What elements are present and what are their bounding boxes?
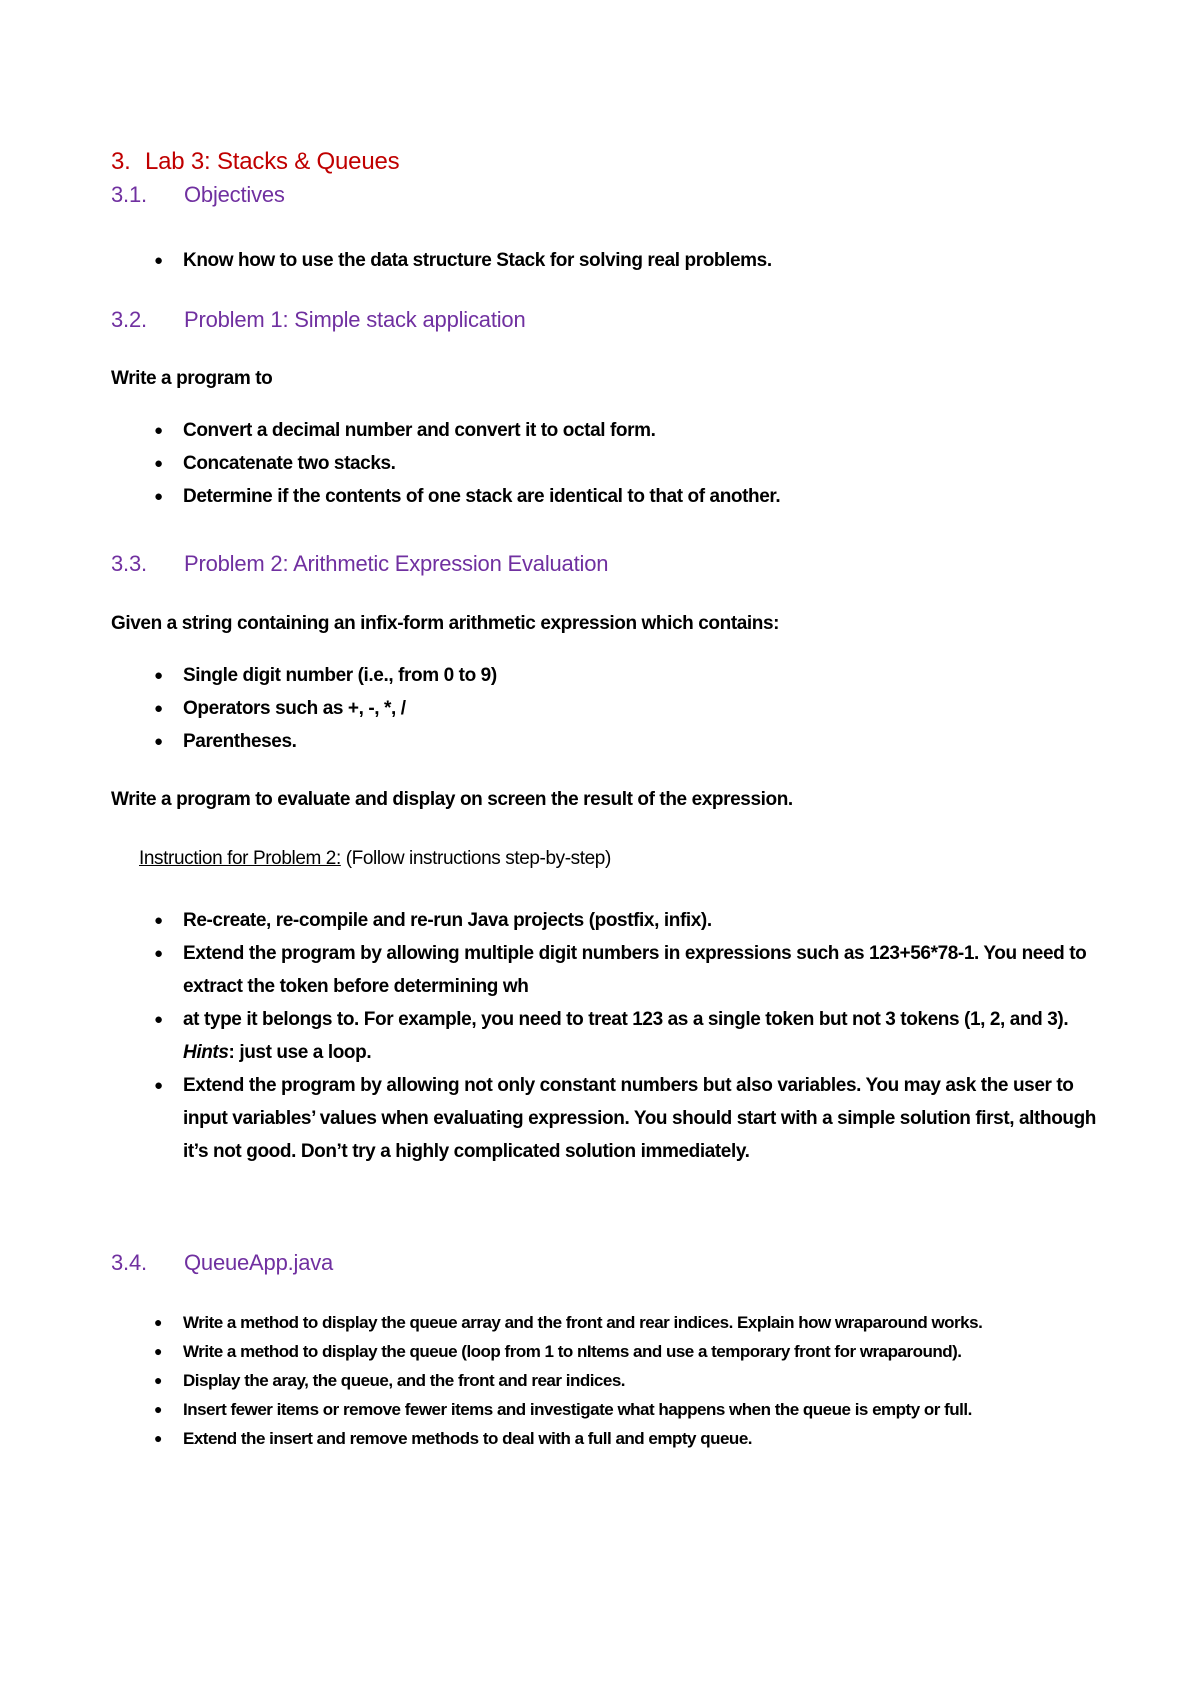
section-title: Problem 1: Simple stack application: [184, 307, 526, 332]
list-item: ● Write a method to display the queue array and the front and rear indices. Explain how wraparound works.: [0, 1308, 1200, 1337]
bullet-icon: ●: [154, 1011, 163, 1028]
list-item: ● Convert a decimal number and convert it to octal form.: [0, 414, 1200, 447]
objectives-list: [0, 244, 1200, 277]
problem-1-intro: Write a program to: [111, 368, 273, 389]
section-heading-objectives: [111, 182, 285, 208]
instruction-note: (Follow instructions step-by-step): [340, 848, 611, 869]
section-title: Problem 2: Arithmetic Expression Evaluation: [184, 551, 609, 576]
section-heading-queueapp: [111, 1250, 333, 1276]
section-heading-problem-2: [111, 551, 608, 577]
bullet-icon: ●: [154, 455, 163, 472]
bullet-icon: ●: [154, 733, 163, 750]
instruction-line: [139, 848, 611, 870]
list-item: ● Display the aray, the queue, and the front and rear indices.: [0, 1366, 1200, 1395]
section-number: 3.3.: [111, 551, 147, 576]
section-number: 3.4.: [111, 1250, 147, 1275]
section-title: QueueApp.java: [184, 1250, 334, 1275]
bullet-icon: ●: [154, 945, 163, 962]
list-item: ● Re-create, re-compile and re-run Java projects (postfix, infix).: [0, 904, 1200, 937]
list-item: ● Insert fewer items or remove fewer items and investigate what happens when the queue is empty or full.: [0, 1395, 1200, 1424]
bullet-icon: ●: [154, 1343, 162, 1359]
problem-2-list: [0, 659, 1200, 758]
list-item: ● Parentheses.: [0, 725, 1200, 758]
list-item: ● Extend the program by allowing multiple digit numbers in expressions such as 123+56*78-1. You need to extract the token before determining wh: [0, 937, 1200, 1003]
section-number: 3.2.: [111, 307, 147, 332]
chapter-number: 3.: [111, 148, 131, 175]
list-item: ● at type it belongs to. For example, you need to treat 123 as a single token but not 3 tokens (1, 2, and 3). Hints: just use a loop.: [0, 1003, 1200, 1069]
list-item: ● Write a method to display the queue (loop from 1 to nItems and use a temporary front for wraparound).: [0, 1337, 1200, 1366]
instruction-label: Instruction for Problem 2:: [139, 848, 341, 869]
bullet-icon: ●: [154, 700, 163, 717]
section-heading-problem-1: [111, 307, 526, 333]
bullet-icon: ●: [154, 1430, 162, 1446]
problem-2-task: Write a program to evaluate and display on screen the result of the expression.: [111, 789, 793, 810]
bullet-icon: ●: [154, 488, 163, 505]
bullet-icon: ●: [154, 1372, 162, 1388]
section-title: Objectives: [184, 182, 285, 207]
instruction-steps-list: [0, 904, 1200, 1168]
bullet-icon: ●: [154, 252, 163, 269]
list-item: ● Extend the insert and remove methods to deal with a full and empty queue.: [0, 1424, 1200, 1453]
bullet-icon: ●: [154, 422, 163, 439]
problem-2-intro: Given a string containing an infix-form arithmetic expression which contains:: [111, 613, 780, 634]
bullet-icon: ●: [154, 1401, 162, 1417]
list-item: ● Single digit number (i.e., from 0 to 9): [0, 659, 1200, 692]
bullet-icon: ●: [154, 1314, 162, 1330]
list-item: ● Concatenate two stacks.: [0, 447, 1200, 480]
queueapp-list: [0, 1308, 1200, 1453]
list-item: ● Determine if the contents of one stack are identical to that of another.: [0, 480, 1200, 513]
bullet-icon: ●: [154, 1077, 163, 1094]
bullet-icon: ●: [154, 667, 163, 684]
chapter-title: Lab 3: Stacks & Queues: [145, 148, 400, 175]
list-item: ● Operators such as +, -, *, /: [0, 692, 1200, 725]
chapter-heading: [111, 148, 399, 176]
list-item: ● Know how to use the data structure Stack for solving real problems.: [0, 244, 1200, 277]
bullet-icon: ●: [154, 912, 163, 929]
section-number: 3.1.: [111, 182, 147, 207]
hints-label: Hints: [183, 1042, 229, 1063]
list-item: ● Extend the program by allowing not only constant numbers but also variables. You may ask the user to input variables’ values when evaluating expression. You should start with a simple solution first, although it’s not good. Don’t try a highly complicated solution immediately.: [0, 1069, 1200, 1168]
problem-1-list: [0, 414, 1200, 513]
